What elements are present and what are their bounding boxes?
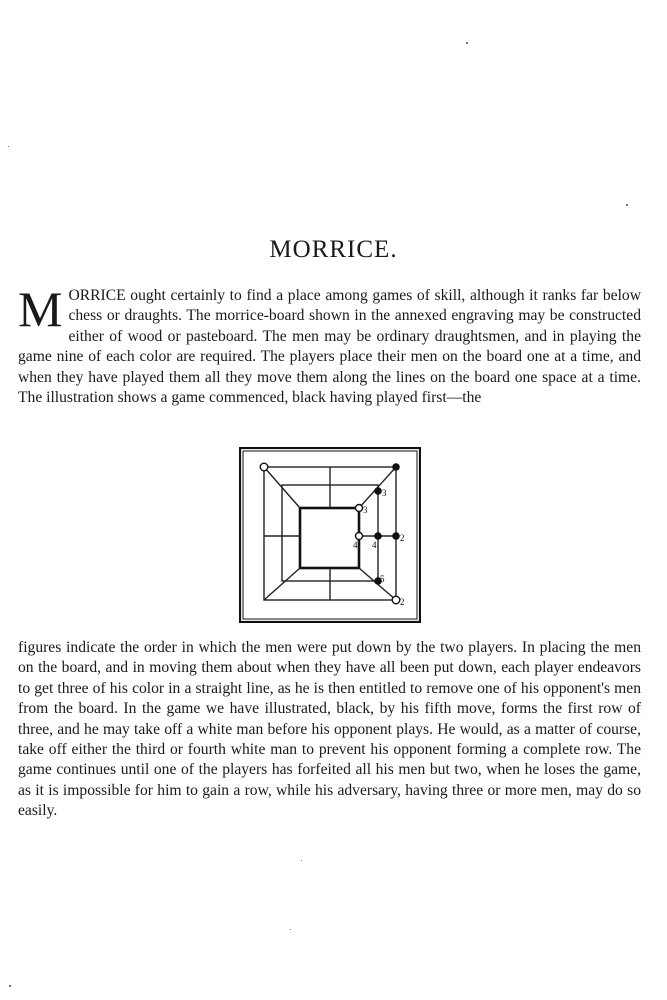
black-man	[392, 463, 400, 471]
move-label: 4	[372, 540, 377, 550]
move-label: 4	[353, 540, 358, 550]
white-man	[356, 533, 363, 540]
black-man	[374, 487, 382, 495]
paragraph-intro-text: ORRICE ought certainly to find a place among games of skill, although it ranks far below chess or draughts. The morrice-board shown in the annexed engraving may be constructed either of wood or pasteboard. The men may be ordinary draughtsmen, and in playing the game nine of each color are required. The players place their men on the board one at a time, and when they have played them all they move them along the lines on the board one space at a time. The illustration shows a game commenced, black having played first—the	[18, 287, 641, 407]
paragraph-intro	[18, 281, 641, 408]
black-man	[374, 532, 382, 540]
move-label: 5	[380, 574, 385, 584]
white-man	[356, 505, 363, 512]
move-label: 3	[382, 488, 387, 498]
page-title: MORRICE.	[269, 236, 398, 263]
move-label: 3	[363, 505, 368, 515]
morrice-board-illustration	[239, 447, 421, 623]
paragraph-rules: figures indicate the order in which the men were put down by the two players. In placing the men on the board, and in moving them about when they have all been put down, each player endeavors to get three of his color in a straight line, as he is then entitled to remove one of his opponent's men from the board. In the game we have illustrated, black, by his fifth move, forms the first row of three, and he may take off a white man before his opponent plays. He would, as a matter of course, take off either the third or fourth white man to prevent his opponent forming a complete row. The game continues until one of the players has forfeited all his men but two, when he loses the game, as it is impossible for him to gain a row, while his adversary, having three or more men, may do so easily.	[18, 639, 641, 820]
board-inner-square	[300, 508, 359, 568]
move-label: 2	[400, 597, 405, 607]
white-man	[260, 463, 268, 471]
move-label: 2	[400, 533, 405, 543]
black-man	[392, 532, 400, 540]
drop-cap: M	[18, 281, 63, 337]
white-man	[392, 596, 400, 604]
